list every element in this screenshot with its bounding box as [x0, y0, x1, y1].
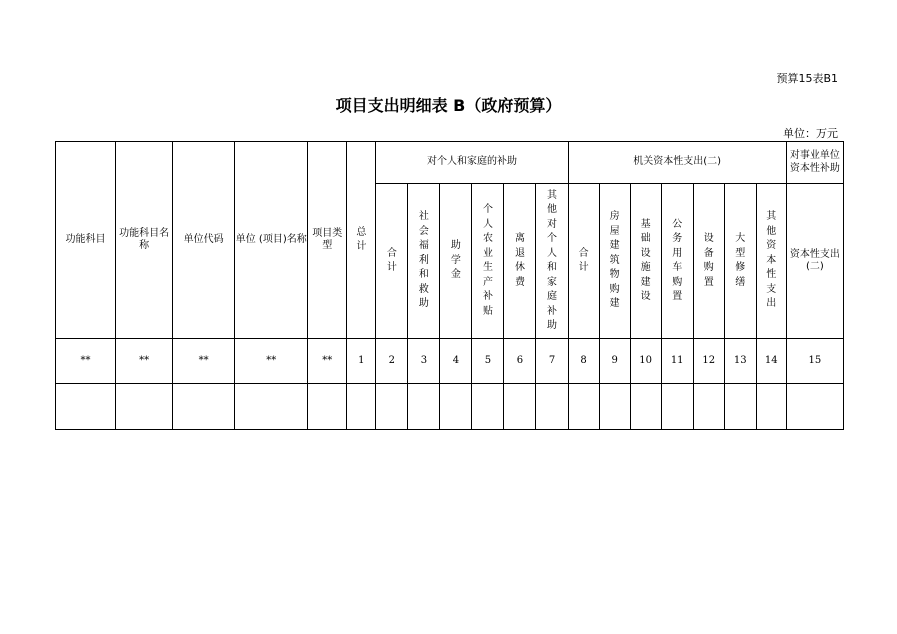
data-cell	[440, 384, 472, 430]
header-p-subtotal	[376, 184, 408, 339]
header-c-repair	[724, 184, 756, 339]
header-p-scholarship	[440, 184, 472, 339]
header-c-equipment-label: 设备购置	[703, 233, 714, 288]
data-cell	[308, 384, 347, 430]
form-code: 预算15表B1	[776, 72, 838, 85]
index-cell: 5	[472, 339, 504, 384]
header-p-farm-subsidy	[472, 184, 504, 339]
header-c-repair-label: 大型修缮	[735, 233, 746, 288]
data-cell	[630, 384, 661, 430]
index-cell: **	[56, 339, 116, 384]
data-cell	[472, 384, 504, 430]
index-cell: 3	[408, 339, 440, 384]
data-row-empty	[56, 384, 844, 430]
header-c-subtotal	[568, 184, 599, 339]
data-cell	[173, 384, 235, 430]
index-cell: 6	[504, 339, 536, 384]
data-cell	[786, 384, 843, 430]
data-cell	[661, 384, 693, 430]
header-c-equipment	[693, 184, 724, 339]
index-cell: 1	[347, 339, 376, 384]
data-cell	[347, 384, 376, 430]
data-cell	[408, 384, 440, 430]
header-total	[347, 142, 376, 339]
header-group-enterprise: 对事业单位资本性补助	[786, 142, 843, 184]
header-func-subject-name: 功能科目名称	[116, 142, 173, 339]
header-c-other-label: 其他资本性支出	[766, 211, 777, 310]
index-cell: 4	[440, 339, 472, 384]
data-cell	[116, 384, 173, 430]
header-project-type: 项目类型	[308, 142, 347, 339]
header-c-vehicle	[661, 184, 693, 339]
data-cell	[536, 384, 568, 430]
header-e-capital: 资本性支出(二)	[786, 184, 843, 339]
header-unit-code: 单位代码	[173, 142, 235, 339]
header-total-label: 总计	[356, 226, 367, 252]
header-p-welfare-label: 社会福利和救助	[418, 211, 429, 310]
header-group-capital: 机关资本性支出(二)	[568, 142, 786, 184]
index-cell: 7	[536, 339, 568, 384]
index-cell: 2	[376, 339, 408, 384]
budget-table	[55, 141, 844, 430]
index-cell: **	[235, 339, 308, 384]
data-cell	[693, 384, 724, 430]
index-cell: 14	[756, 339, 786, 384]
header-p-scholarship-label: 助学金	[450, 240, 461, 281]
header-p-other	[536, 184, 568, 339]
index-cell: 11	[661, 339, 693, 384]
data-cell	[504, 384, 536, 430]
header-c-building	[599, 184, 630, 339]
header-p-subtotal-label: 合计	[386, 247, 397, 273]
header-c-building-label: 房屋建筑物购建	[609, 211, 620, 310]
data-cell	[235, 384, 308, 430]
header-p-welfare	[408, 184, 440, 339]
header-c-vehicle-label: 公务用车购置	[672, 218, 683, 302]
header-c-subtotal-label: 合计	[578, 247, 589, 273]
index-cell: 8	[568, 339, 599, 384]
header-unit-project-name: 单位 (项目)名称	[235, 142, 308, 339]
data-cell	[568, 384, 599, 430]
header-func-subject: 功能科目	[56, 142, 116, 339]
data-cell	[56, 384, 116, 430]
index-cell: 10	[630, 339, 661, 384]
header-c-infrastructure	[630, 184, 661, 339]
data-cell	[599, 384, 630, 430]
data-cell	[724, 384, 756, 430]
unit-label: 单位：万元	[783, 127, 838, 140]
index-row	[56, 339, 844, 384]
index-cell: **	[308, 339, 347, 384]
data-cell	[756, 384, 786, 430]
header-p-other-label: 其他对个人和家庭补助	[547, 189, 558, 331]
header-c-other	[756, 184, 786, 339]
header-p-retirement	[504, 184, 536, 339]
header-c-infrastructure-label: 基础设施建设	[640, 218, 651, 302]
header-p-retirement-label: 离退休费	[514, 233, 525, 288]
index-cell: 12	[693, 339, 724, 384]
index-cell: **	[173, 339, 235, 384]
data-cell	[376, 384, 408, 430]
page-title: 项目支出明细表 B（政府预算）	[335, 96, 562, 115]
header-p-farm-subsidy-label: 个人农业生产补贴	[482, 204, 493, 317]
header-group-personal: 对个人和家庭的补助	[376, 142, 568, 184]
index-cell: 9	[599, 339, 630, 384]
index-cell: 15	[786, 339, 843, 384]
index-cell: 13	[724, 339, 756, 384]
index-cell: **	[116, 339, 173, 384]
